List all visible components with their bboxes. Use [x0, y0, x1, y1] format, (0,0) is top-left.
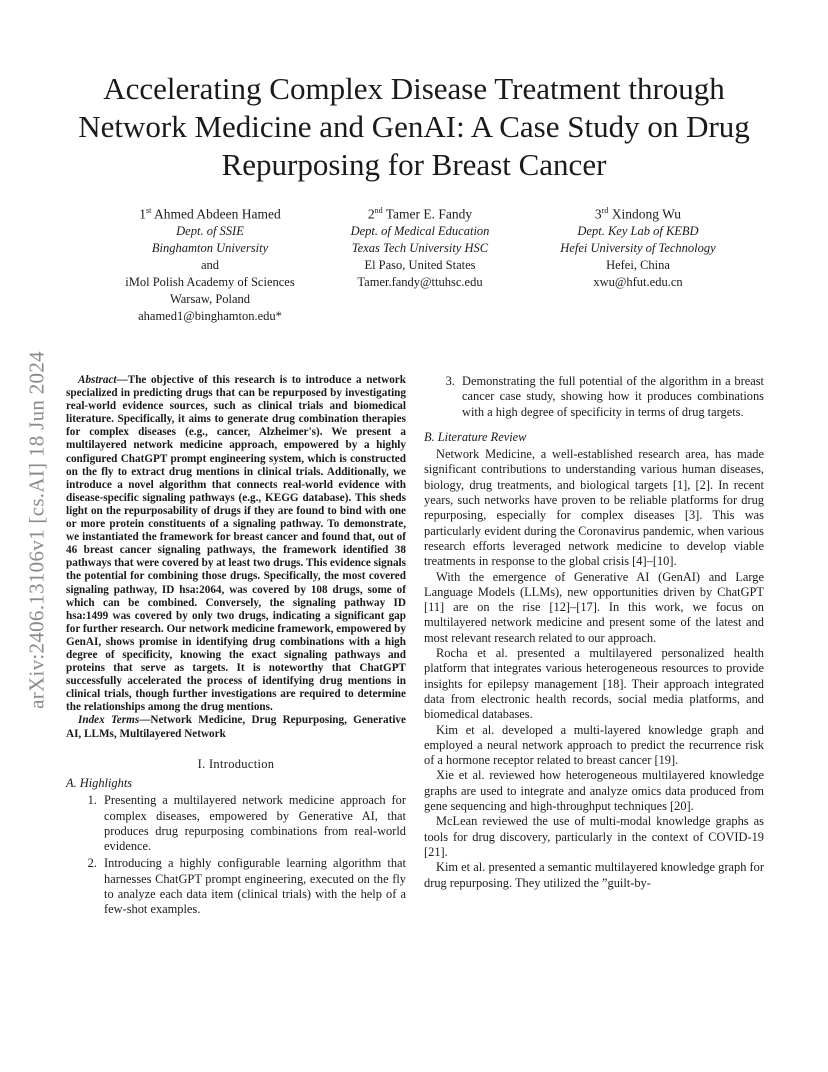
author-ordinal-suffix: nd	[374, 206, 383, 215]
author-dept: Dept. of Medical Education	[350, 223, 490, 238]
arxiv-stamp: arXiv:2406.13106v1 [cs.AI] 18 Jun 2024	[24, 351, 49, 709]
abstract-label: Abstract	[78, 374, 117, 386]
list-item: 1. Presenting a multilayered network medicine approach for complex diseases, empowered by Generative AI, that produces drug repurposing combinations from real-world evidence.	[100, 793, 406, 854]
paper-title: Accelerating Complex Disease Treatment through Network Medicine and GenAI: A Case Study on Drug Repurposing for Breast Cancer	[78, 71, 750, 182]
author-block-1	[95, 202, 325, 325]
subsection-heading-highlights: A. Highlights	[66, 775, 133, 790]
index-terms	[66, 714, 406, 740]
author-block-2	[325, 202, 515, 291]
author-location: El Paso, United States	[364, 257, 476, 272]
highlights-list	[66, 793, 406, 917]
author-location: Hefei, China	[606, 257, 670, 272]
author-org: Hefei University of Technology	[560, 240, 716, 255]
author-block-3	[528, 202, 748, 291]
author-dept: Dept. of SSIE	[176, 223, 244, 238]
author-ordinal: 2	[367, 206, 375, 222]
author-ordinal: 1	[139, 206, 147, 222]
paragraph: Kim et al. presented a semantic multilayered knowledge graph for drug repurposing. They utilized the ”guilt-by-	[424, 860, 764, 890]
paragraph: McLean reviewed the use of multi-modal knowledge graphs as tools for drug discovery, particularly in the context of COVID-19 [21].	[424, 814, 764, 859]
author-name: Tamer E. Fandy	[385, 206, 473, 222]
highlights-list-continued	[424, 374, 764, 420]
paragraph: Network Medicine, a well-established research area, has made significant contributions to understanding various human diseases, biology, drug treatments, and biological targets [1], [2]. In recent years, such networks have proven to be reliable platforms for drug repurposing, especially for complex diseases [3]. This was particularly evident during the Coronavirus pandemic, when various research efforts leveraged network medicine to develop viable treatments in response to the global crisis [4]–[10].	[424, 447, 764, 569]
author-org: Binghamton University	[151, 240, 269, 255]
list-item: 2. Introducing a highly configurable learning algorithm that harnesses ChatGPT prompt engineering, executed on the fly to analyze each data item (clinical trials) with the help of a few-shot examples.	[100, 856, 406, 917]
section-heading-introduction: I. Introduction	[197, 756, 275, 771]
author-name-line	[325, 202, 515, 223]
author-location: Warsaw, Poland	[169, 291, 251, 306]
abstract	[66, 374, 406, 714]
author-email: xwu@hfut.edu.cn	[593, 274, 683, 289]
author-org: Texas Tech University HSC	[351, 240, 489, 255]
author-ordinal: 3	[594, 206, 602, 222]
list-item: 3. Demonstrating the full potential of the algorithm in a breast cancer case study, showing how it produces combinations with a high degree of specificity in terms of drug targets.	[458, 374, 764, 420]
paragraph: Xie et al. reviewed how heterogeneous multilayered knowledge graphs are used to integrate and analyze omics data produced from gene sequencing and high-throughput techniques [20].	[424, 768, 764, 814]
author-ordinal-suffix: rd	[601, 206, 609, 215]
author-org-2: iMol Polish Academy of Sciences	[125, 274, 295, 289]
author-email: Tamer.fandy@ttuhsc.edu	[357, 274, 483, 289]
subsection-heading-literature-review: B. Literature Review	[424, 429, 527, 444]
author-ordinal-suffix: st	[146, 206, 152, 215]
author-email: ahamed1@binghamton.edu*	[138, 308, 282, 323]
index-terms-text: —Network Medicine, Drug Repurposing, Generative AI, LLMs, Multilayered Network	[66, 714, 406, 740]
author-name: Xindong Wu	[611, 206, 682, 222]
abstract-text: —The objective of this research is to introduce a network specialized in predicting drugs that can be repurposed by investigating real-world evidence sources, such as clinical trials and biomedical literature. Specifically, it aims to generate drug combination therapies for complex diseases (e.g., cancer, Alzheimer's). We present a multilayered network medicine approach, empowered by a highly configured ChatGPT prompt engineering system, which is constructed on the fly to extract drug mentions in clinical trials. Additionally, we introduce a novel algorithm that connects real-world evidence with disease-specific signaling pathways (e.g., KEGG database). This sheds light on the repurposability of drugs if they are found to bind with one or more protein constituents of a signaling pathway. To demonstrate, we instantiated the framework for breast cancer and found that, out of 46 breast cancer signaling pathways, the framework identified 38 pathways that were covered by at least two drugs. This evidence signals the potential for combining those drugs. Specifically, the most covered signaling pathway, ID hsa:2064, was covered by 108 drugs, some of which can be combined. Conversely, the signaling pathway ID hsa:1499 was covered by only two drugs, indicating a significant gap for further research. Our network medicine framework, empowered by GenAI, shows promise in identifying drug combinations with a high degree of specificity, knowing the exact signaling pathways and proteins that serve as targets. It is noteworthy that ChatGPT successfully accelerated the process of identifying drug mentions in clinical trials, though further investigations are required to determine the relationships among the drug mentions.	[66, 374, 406, 714]
author-name-line	[528, 202, 748, 223]
author-and: and	[200, 257, 220, 272]
paragraph: Kim et al. developed a multi-layered knowledge graph and employed a neural network approach to predict the recurrence risk of a hormone receptor related to breast cancer [19].	[424, 722, 764, 768]
paragraph: With the emergence of Generative AI (GenAI) and Large Language Models (LLMs), new opportunities driven by ChatGPT [11] are on the rise [12]–[17]. In this work, we focus on multilayered network medicine and present some of the latest and most relevant research related to our approach.	[424, 569, 764, 645]
author-name-line	[95, 202, 325, 223]
author-name: Ahmed Abdeen Hamed	[154, 206, 281, 222]
paragraph: Rocha et al. presented a multilayered personalized health platform that integrates various heterogeneous resources to provide insights for epilepsy management [18]. Their approach integrated data from electronic health records, social media platforms, and biomedical databases.	[424, 646, 764, 722]
index-terms-label: Index Terms	[78, 714, 140, 727]
author-dept: Dept. Key Lab of KEBD	[577, 223, 699, 238]
right-column	[424, 374, 764, 891]
left-column	[66, 374, 406, 920]
